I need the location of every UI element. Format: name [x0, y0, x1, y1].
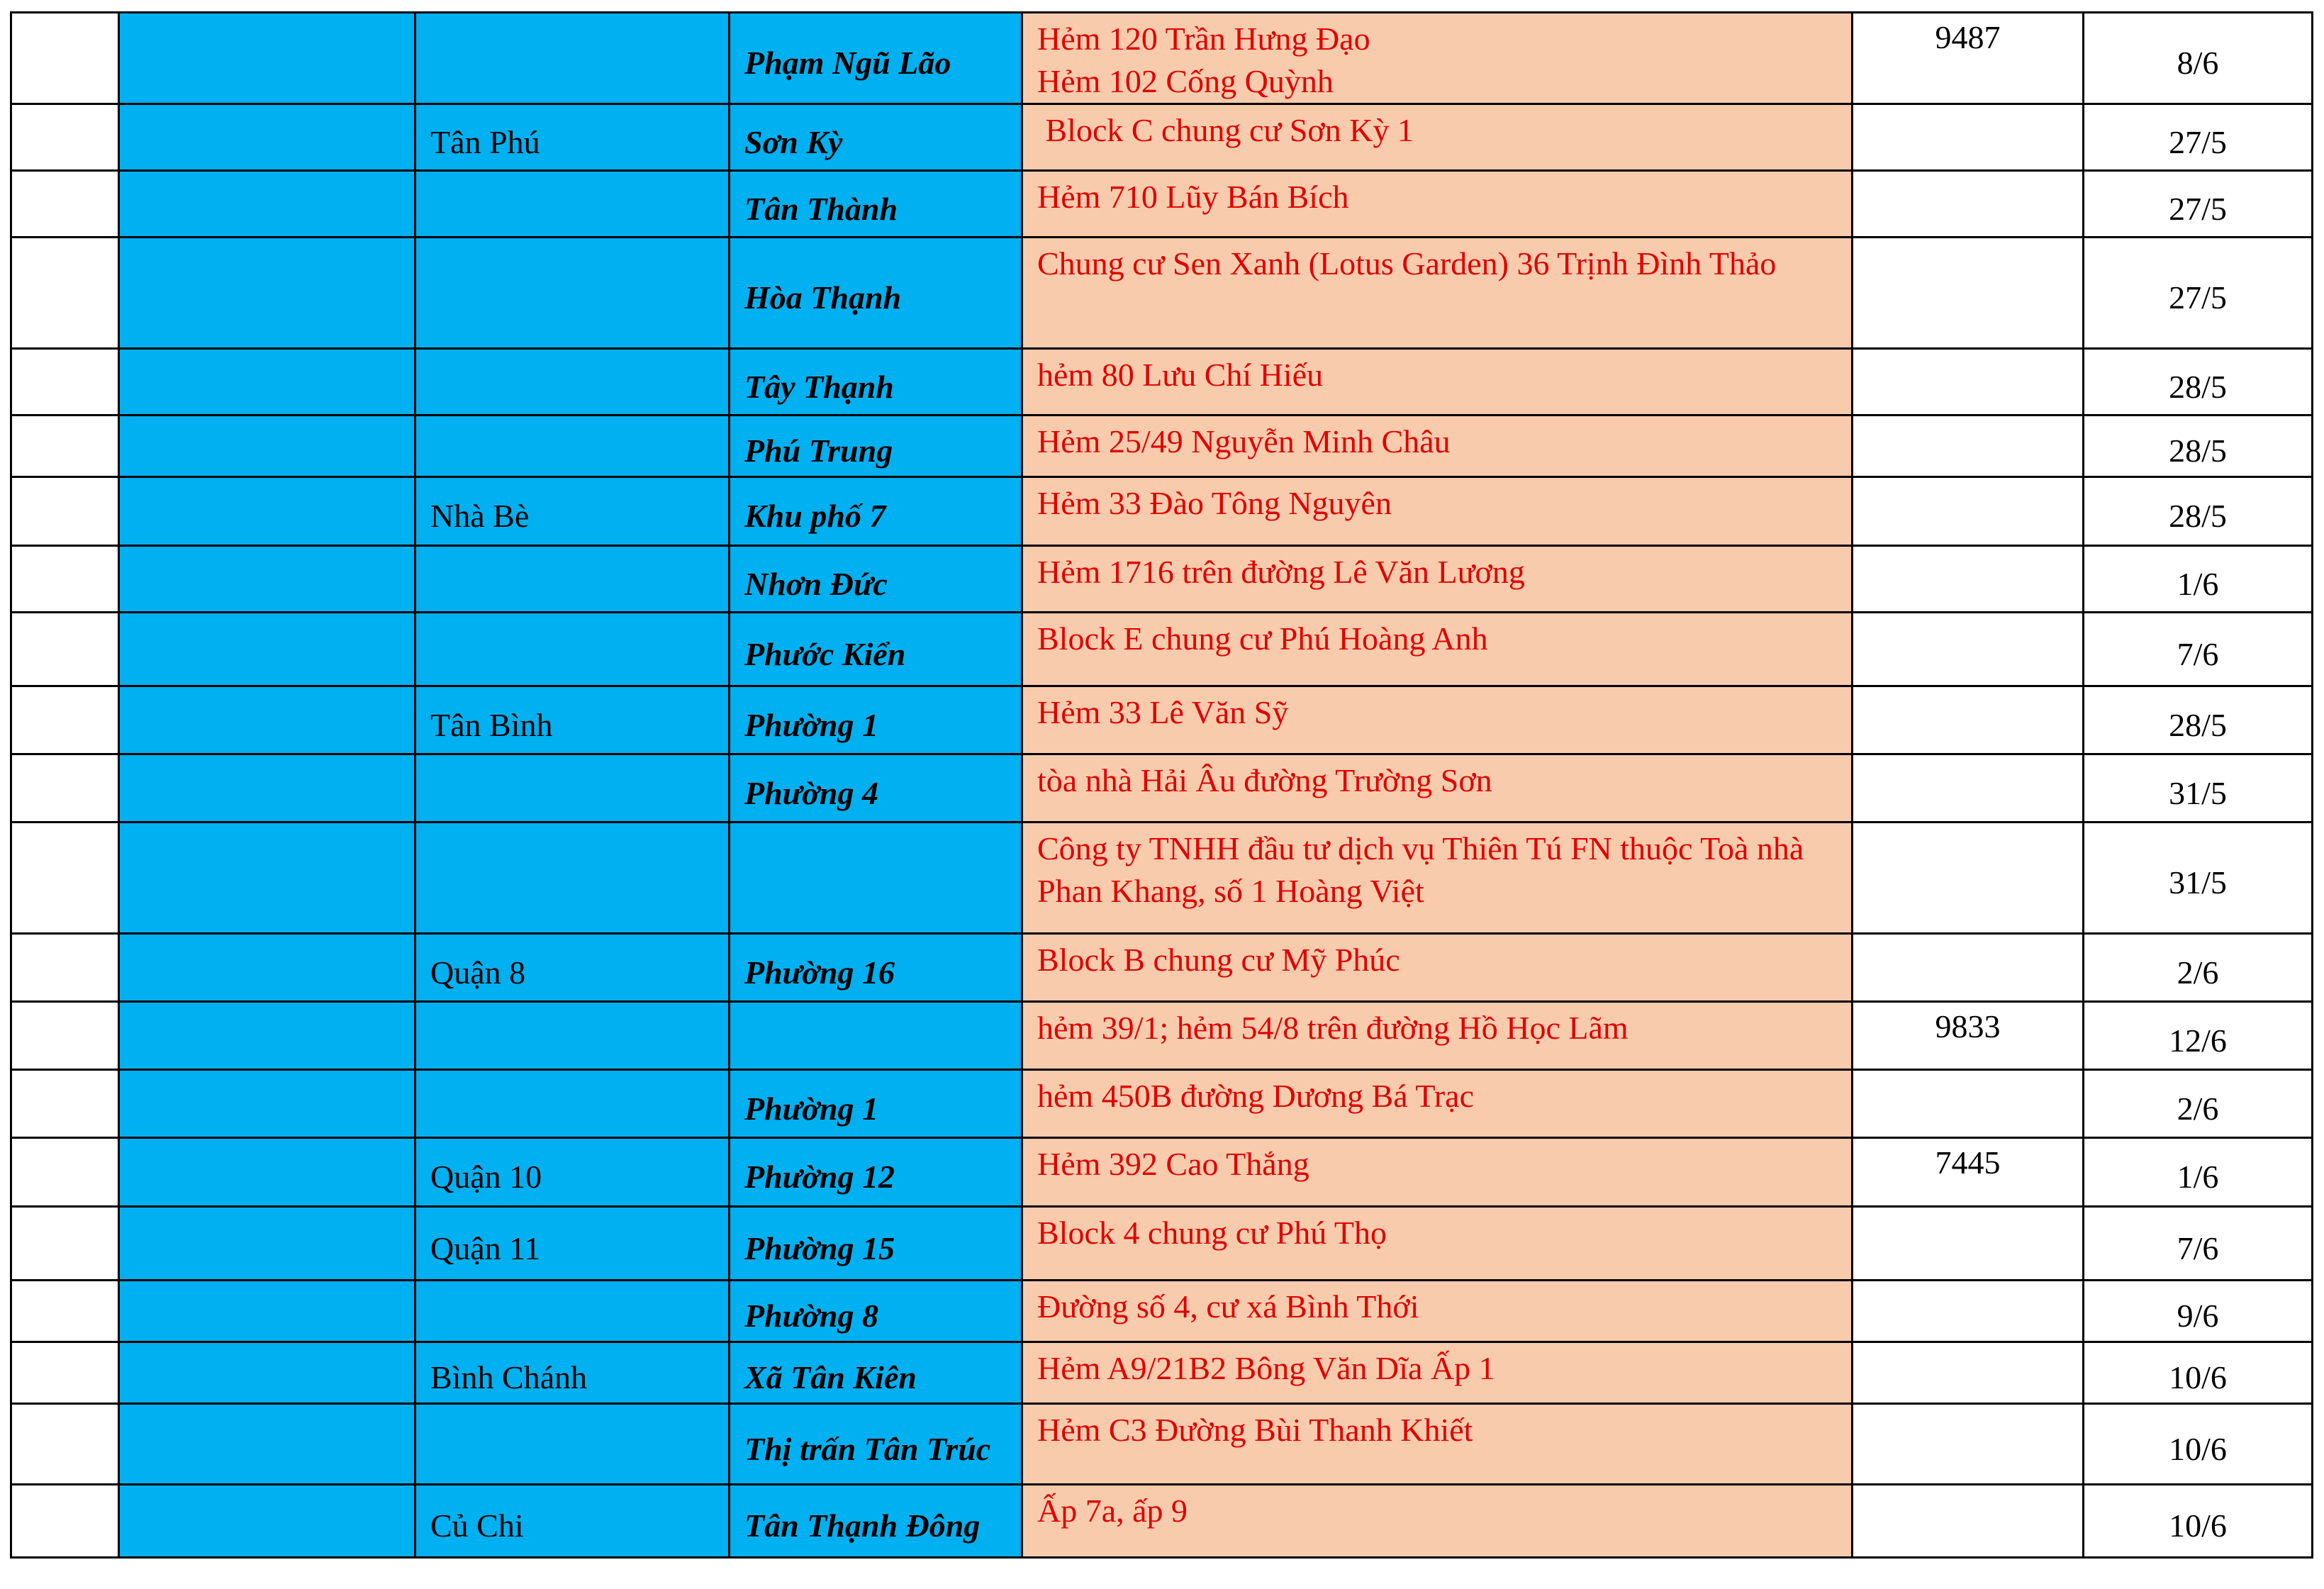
table-row: [11, 613, 2313, 686]
province-cell: [119, 934, 415, 1002]
ward-cell: Phường 16: [730, 934, 1022, 1002]
case-code-cell: [1853, 934, 2084, 1002]
date-cell: 1/6: [2084, 546, 2313, 613]
province-cell: [119, 477, 415, 546]
index-cell: [11, 1404, 119, 1485]
case-code-cell: [1853, 477, 2084, 546]
date-cell: 8/6: [2084, 13, 2313, 104]
ward-cell: Phú Trung: [730, 416, 1022, 477]
case-code-cell: [1853, 1207, 2084, 1281]
address-cell: Hẻm 33 Lê Văn Sỹ: [1022, 686, 1853, 754]
address-cell: Ấp 7a, ấp 9: [1022, 1485, 1853, 1558]
date-cell: 28/5: [2084, 416, 2313, 477]
date-cell: 28/5: [2084, 349, 2313, 416]
province-cell: [119, 1138, 415, 1207]
table-row: [11, 546, 2313, 613]
province-cell: [119, 349, 415, 416]
table-row: [11, 1002, 2313, 1070]
date-cell: 7/6: [2084, 613, 2313, 686]
date-cell: 28/5: [2084, 686, 2313, 754]
address-cell: Hẻm 392 Cao Thắng: [1022, 1138, 1853, 1207]
address-cell: hẻm 450B đường Dương Bá Trạc: [1022, 1070, 1853, 1138]
address-cell: tòa nhà Hải Âu đường Trường Sơn: [1022, 754, 1853, 823]
date-cell: 27/5: [2084, 171, 2313, 238]
table-row: [11, 477, 2313, 546]
date-cell: 2/6: [2084, 1070, 2313, 1138]
ward-cell: Nhơn Đức: [730, 546, 1022, 613]
address-cell: Hẻm 120 Trần Hưng Đạo Hẻm 102 Cống Quỳnh: [1022, 13, 1853, 104]
table-row: [11, 171, 2313, 238]
province-cell: [119, 238, 415, 349]
index-cell: [11, 1485, 119, 1558]
index-cell: [11, 13, 119, 104]
date-cell: 12/6: [2084, 1002, 2313, 1070]
address-cell: Block 4 chung cư Phú Thọ: [1022, 1207, 1853, 1281]
date-cell: 9/6: [2084, 1281, 2313, 1342]
district-cell: [415, 238, 730, 349]
case-code-cell: [1853, 1342, 2084, 1404]
case-code-cell: [1853, 613, 2084, 686]
ward-cell: Phường 8: [730, 1281, 1022, 1342]
index-cell: [11, 1070, 119, 1138]
case-code-cell: [1853, 1281, 2084, 1342]
address-cell: Hẻm 33 Đào Tông Nguyên: [1022, 477, 1853, 546]
index-cell: [11, 1002, 119, 1070]
district-cell: Quận 10: [415, 1138, 730, 1207]
table-row: [11, 1138, 2313, 1207]
province-cell: [119, 613, 415, 686]
province-cell: [119, 686, 415, 754]
ward-cell: Phường 12: [730, 1138, 1022, 1207]
date-cell: 27/5: [2084, 104, 2313, 171]
index-cell: [11, 104, 119, 171]
province-cell: [119, 1002, 415, 1070]
table-row: [11, 238, 2313, 349]
district-cell: [415, 1002, 730, 1070]
province-cell: [119, 13, 415, 104]
address-cell: Hẻm A9/21B2 Bông Văn Dĩa Ấp 1: [1022, 1342, 1853, 1404]
date-cell: 31/5: [2084, 823, 2313, 934]
province-cell: [119, 171, 415, 238]
district-cell: [415, 546, 730, 613]
table-row: [11, 1485, 2313, 1558]
table-row: [11, 686, 2313, 754]
index-cell: [11, 1207, 119, 1281]
index-cell: [11, 754, 119, 823]
district-cell: Bình Chánh: [415, 1342, 730, 1404]
case-code-cell: [1853, 349, 2084, 416]
ward-cell: Phạm Ngũ Lão: [730, 13, 1022, 104]
ward-cell: Phường 4: [730, 754, 1022, 823]
district-cell: Quận 8: [415, 934, 730, 1002]
case-code-cell: 7445: [1853, 1138, 2084, 1207]
ward-cell: Tân Thành: [730, 171, 1022, 238]
table-row: [11, 823, 2313, 934]
date-cell: 2/6: [2084, 934, 2313, 1002]
case-code-cell: [1853, 546, 2084, 613]
ward-cell: Tân Thạnh Đông: [730, 1485, 1022, 1558]
district-cell: [415, 13, 730, 104]
ward-cell: Tây Thạnh: [730, 349, 1022, 416]
case-code-cell: [1853, 686, 2084, 754]
date-cell: 10/6: [2084, 1485, 2313, 1558]
address-cell: Block E chung cư Phú Hoàng Anh: [1022, 613, 1853, 686]
index-cell: [11, 171, 119, 238]
date-cell: 31/5: [2084, 754, 2313, 823]
case-code-cell: [1853, 1404, 2084, 1485]
case-code-cell: [1853, 823, 2084, 934]
province-cell: [119, 1281, 415, 1342]
date-cell: 27/5: [2084, 238, 2313, 349]
ward-cell: Hòa Thạnh: [730, 238, 1022, 349]
case-code-cell: [1853, 754, 2084, 823]
date-cell: 1/6: [2084, 1138, 2313, 1207]
district-cell: Củ Chi: [415, 1485, 730, 1558]
district-cell: Tân Phú: [415, 104, 730, 171]
ward-cell: Khu phố 7: [730, 477, 1022, 546]
district-cell: [415, 1070, 730, 1138]
address-cell: hẻm 39/1; hẻm 54/8 trên đường Hồ Học Lãm: [1022, 1002, 1853, 1070]
address-cell: Chung cư Sen Xanh (Lotus Garden) 36 Trịnh Đình Thảo: [1022, 238, 1853, 349]
ward-cell: [730, 1002, 1022, 1070]
date-cell: 28/5: [2084, 477, 2313, 546]
address-cell: Hẻm 1716 trên đường Lê Văn Lương: [1022, 546, 1853, 613]
table-row: [11, 13, 2313, 104]
table-row: [11, 1070, 2313, 1138]
address-cell: Block C chung cư Sơn Kỳ 1: [1022, 104, 1853, 171]
table-row: [11, 349, 2313, 416]
index-cell: [11, 686, 119, 754]
district-cell: Nhà Bè: [415, 477, 730, 546]
locations-table: [10, 11, 2313, 1559]
district-cell: [415, 349, 730, 416]
index-cell: [11, 416, 119, 477]
index-cell: [11, 477, 119, 546]
index-cell: [11, 1138, 119, 1207]
index-cell: [11, 823, 119, 934]
province-cell: [119, 1485, 415, 1558]
date-cell: 10/6: [2084, 1404, 2313, 1485]
index-cell: [11, 546, 119, 613]
ward-cell: Phường 1: [730, 686, 1022, 754]
table-row: [11, 1342, 2313, 1404]
ward-cell: Phường 15: [730, 1207, 1022, 1281]
address-cell: hẻm 80 Lưu Chí Hiếu: [1022, 349, 1853, 416]
index-cell: [11, 613, 119, 686]
province-cell: [119, 754, 415, 823]
province-cell: [119, 104, 415, 171]
address-cell: Hẻm 25/49 Nguyễn Minh Châu: [1022, 416, 1853, 477]
case-code-cell: 9487: [1853, 13, 2084, 104]
outbreak-locations-sheet: [10, 11, 2313, 1559]
district-cell: [415, 823, 730, 934]
address-cell: Block B chung cư Mỹ Phúc: [1022, 934, 1853, 1002]
ward-cell: Xã Tân Kiên: [730, 1342, 1022, 1404]
district-cell: Tân Bình: [415, 686, 730, 754]
case-code-cell: [1853, 1485, 2084, 1558]
date-cell: 10/6: [2084, 1342, 2313, 1404]
case-code-cell: [1853, 104, 2084, 171]
index-cell: [11, 238, 119, 349]
table-row: [11, 1404, 2313, 1485]
district-cell: [415, 416, 730, 477]
ward-cell: Phước Kiển: [730, 613, 1022, 686]
province-cell: [119, 546, 415, 613]
index-cell: [11, 1281, 119, 1342]
ward-cell: [730, 823, 1022, 934]
index-cell: [11, 349, 119, 416]
table-row: [11, 934, 2313, 1002]
district-cell: [415, 171, 730, 238]
district-cell: [415, 1281, 730, 1342]
index-cell: [11, 1342, 119, 1404]
date-cell: 7/6: [2084, 1207, 2313, 1281]
province-cell: [119, 1070, 415, 1138]
ward-cell: Sơn Kỳ: [730, 104, 1022, 171]
district-cell: [415, 613, 730, 686]
province-cell: [119, 1404, 415, 1485]
case-code-cell: 9833: [1853, 1002, 2084, 1070]
table-row: [11, 1281, 2313, 1342]
district-cell: [415, 1404, 730, 1485]
ward-cell: Thị trấn Tân Trúc: [730, 1404, 1022, 1485]
address-cell: Đường số 4, cư xá Bình Thới: [1022, 1281, 1853, 1342]
table-row: [11, 1207, 2313, 1281]
district-cell: Quận 11: [415, 1207, 730, 1281]
table-row: [11, 754, 2313, 823]
province-cell: [119, 416, 415, 477]
address-cell: Hẻm C3 Đường Bùi Thanh Khiết: [1022, 1404, 1853, 1485]
address-cell: Hẻm 710 Lũy Bán Bích: [1022, 171, 1853, 238]
case-code-cell: [1853, 416, 2084, 477]
table-row: [11, 416, 2313, 477]
case-code-cell: [1853, 238, 2084, 349]
index-cell: [11, 934, 119, 1002]
province-cell: [119, 1342, 415, 1404]
province-cell: [119, 1207, 415, 1281]
province-cell: [119, 823, 415, 934]
district-cell: [415, 754, 730, 823]
case-code-cell: [1853, 1070, 2084, 1138]
address-cell: Công ty TNHH đầu tư dịch vụ Thiên Tú FN thuộc Toà nhà Phan Khang, số 1 Hoàng Việt: [1022, 823, 1853, 934]
case-code-cell: [1853, 171, 2084, 238]
ward-cell: Phường 1: [730, 1070, 1022, 1138]
table-row: [11, 104, 2313, 171]
